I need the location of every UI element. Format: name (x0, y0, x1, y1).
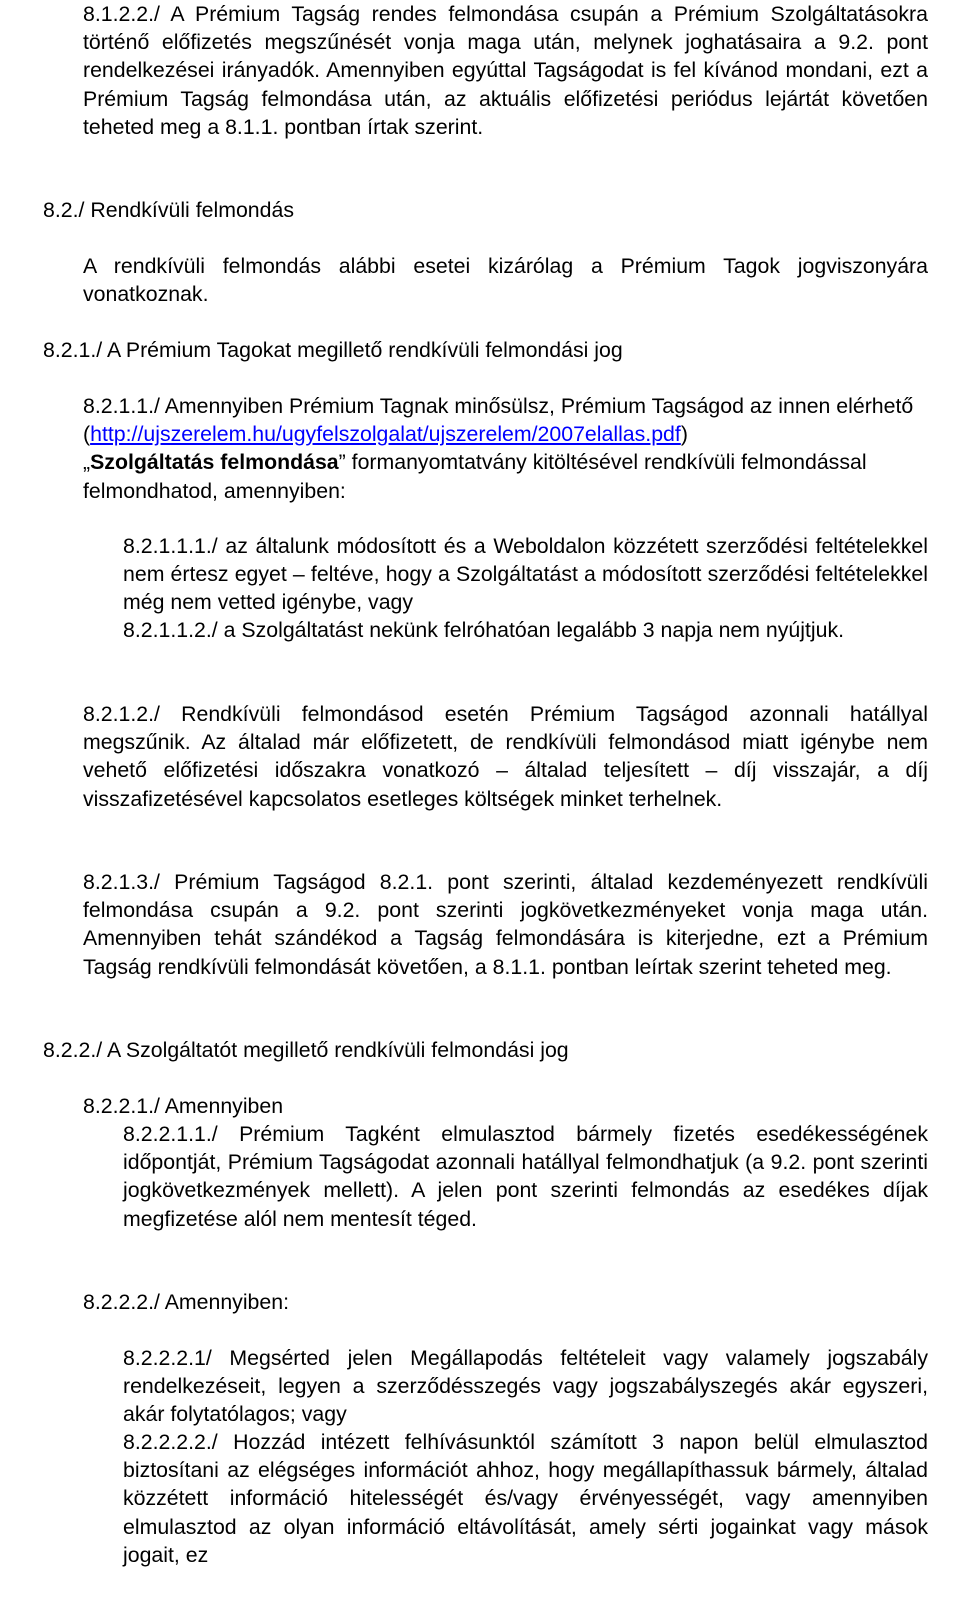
paragraph-8-2-1-1-2: 8.2.1.1.2./ a Szolgáltatást nekünk felróhatóan legalább 3 napja nem nyújtjuk. (123, 618, 845, 642)
paragraph-8-2-2-1: 8.2.2.1./ Amennyiben (83, 1094, 284, 1118)
form-name: Szolgáltatás felmondása (90, 450, 339, 475)
paragraph-8-1-2-2: 8.1.2.2./ A Prémium Tagság rendes felmondása csupán a Prémium Szolgáltatásokra történő előfizetés megszűnését vonja maga után, melynek joghatásaira a 9.2. pont rendelkezései irányadók. Amennyiben egyúttal Tagságodat is fel kívánod mondani, ezt a Prémium Tagság felmondása után, az aktuális előfizetési periódus lejártát követően teheted meg a 8.1.1. pontban írtak szerint. (83, 2, 928, 139)
paragraph-8-2-1-3: 8.2.1.3./ Prémium Tagságod 8.2.1. pont szerinti, általad kezdeményezett rendkívüli felmondása csupán a 9.2. pont szerinti jogkövetkezményeket vonja maga után. Amennyiben tehát szándékod a Tagság felmondására is kiterjedne, ezt a Prémium Tagság rendkívüli felmondását követően, a 8.1.1. pontban leírtak szerint teheted meg. (83, 870, 928, 979)
paren-open: ( (83, 422, 91, 447)
heading-8-2-2: 8.2.2./ A Szolgáltatót megillető rendkívüli felmondási jog (43, 1038, 569, 1062)
paren-close: ) (680, 422, 688, 447)
paragraph-8-2-1-1-1: 8.2.1.1.1./ az általunk módosított és a Weboldalon közzétett szerződési feltételekkel nem értesz egyet – feltéve, hogy a Szolgáltatást a módosított szerződési feltételekkel még nem vetted igénybe, vagy (123, 534, 928, 615)
paragraph-8-2-intro: A rendkívüli felmondás alábbi esetei kizárólag a Prémium Tagok jogviszonyára vonatkoznak. (83, 254, 928, 307)
heading-8-2: 8.2./ Rendkívüli felmondás (43, 198, 294, 222)
heading-8-2-1: 8.2.1./ A Prémium Tagokat megillető rendkívüli felmondási jog (43, 338, 623, 362)
paragraph-8-2-2-2-1: 8.2.2.2.1/ Megsérted jelen Megállapodás feltételeit vagy valamely jogszabály rendelkezéseit, legyen a szerződésszegés vagy jogszabályszegés akár egyszeri, akár folytatólagos; vagy (123, 1346, 928, 1427)
paragraph-8-2-1-1-rest: ” formanyomtatvány kitöltésével rendkívüli felmondással felmondhatod, amennyiben: (83, 450, 867, 503)
paragraph-8-2-1-1-link-line (83, 420, 928, 448)
paragraph-8-2-1-1-form-line (83, 448, 928, 504)
paragraph-8-2-1-1-intro: 8.2.1.1./ Amennyiben Prémium Tagnak minősülsz, Prémium Tagságod az innen elérhető (83, 394, 914, 418)
paragraph-8-2-1-2: 8.2.1.2./ Rendkívüli felmondásod esetén Prémium Tagságod azonnali hatállyal megszűnik. Az általad már előfizetett, de rendkívüli felmondásod miatt igénybe nem vehető előfizetési időszakra vonatkozó – általad teljesített – díj visszajár, a díj visszafizetésével kapcsolatos esetleges költségek minket terhelnek. (83, 702, 928, 811)
paragraph-8-2-2-1-1: 8.2.2.1.1./ Prémium Tagként elmulasztod bármely fizetés esedékességének időpontját, Prémium Tagságodat azonnali hatállyal felmondhatjuk (a 9.2. pont szerinti jogkövetkezmények mellett). A jelen pont szerinti felmondás az esedékes díjak megfizetése alól nem mentesít téged. (123, 1122, 928, 1231)
paragraph-8-2-2-2-2: 8.2.2.2.2./ Hozzád intézett felhívásunktól számított 3 napon belül elmulasztod biztosítani az elégséges információt ahhoz, hogy megállapíthassuk bármely, általad közzétett információ hitelességét és/vagy érvényességét, vagy amennyiben elmulasztod az olyan információ eltávolítását, amely sérti jogainkat vagy mások jogait, ez (123, 1430, 928, 1567)
form-pdf-link[interactable]: http://ujszerelem.hu/ugyfelszolgalat/ujszerelem/2007elallas.pdf (90, 422, 681, 447)
paragraph-8-2-1-1 (83, 392, 928, 505)
paragraph-8-2-2-2: 8.2.2.2./ Amennyiben: (83, 1290, 290, 1314)
quote-open: „ (83, 450, 91, 475)
